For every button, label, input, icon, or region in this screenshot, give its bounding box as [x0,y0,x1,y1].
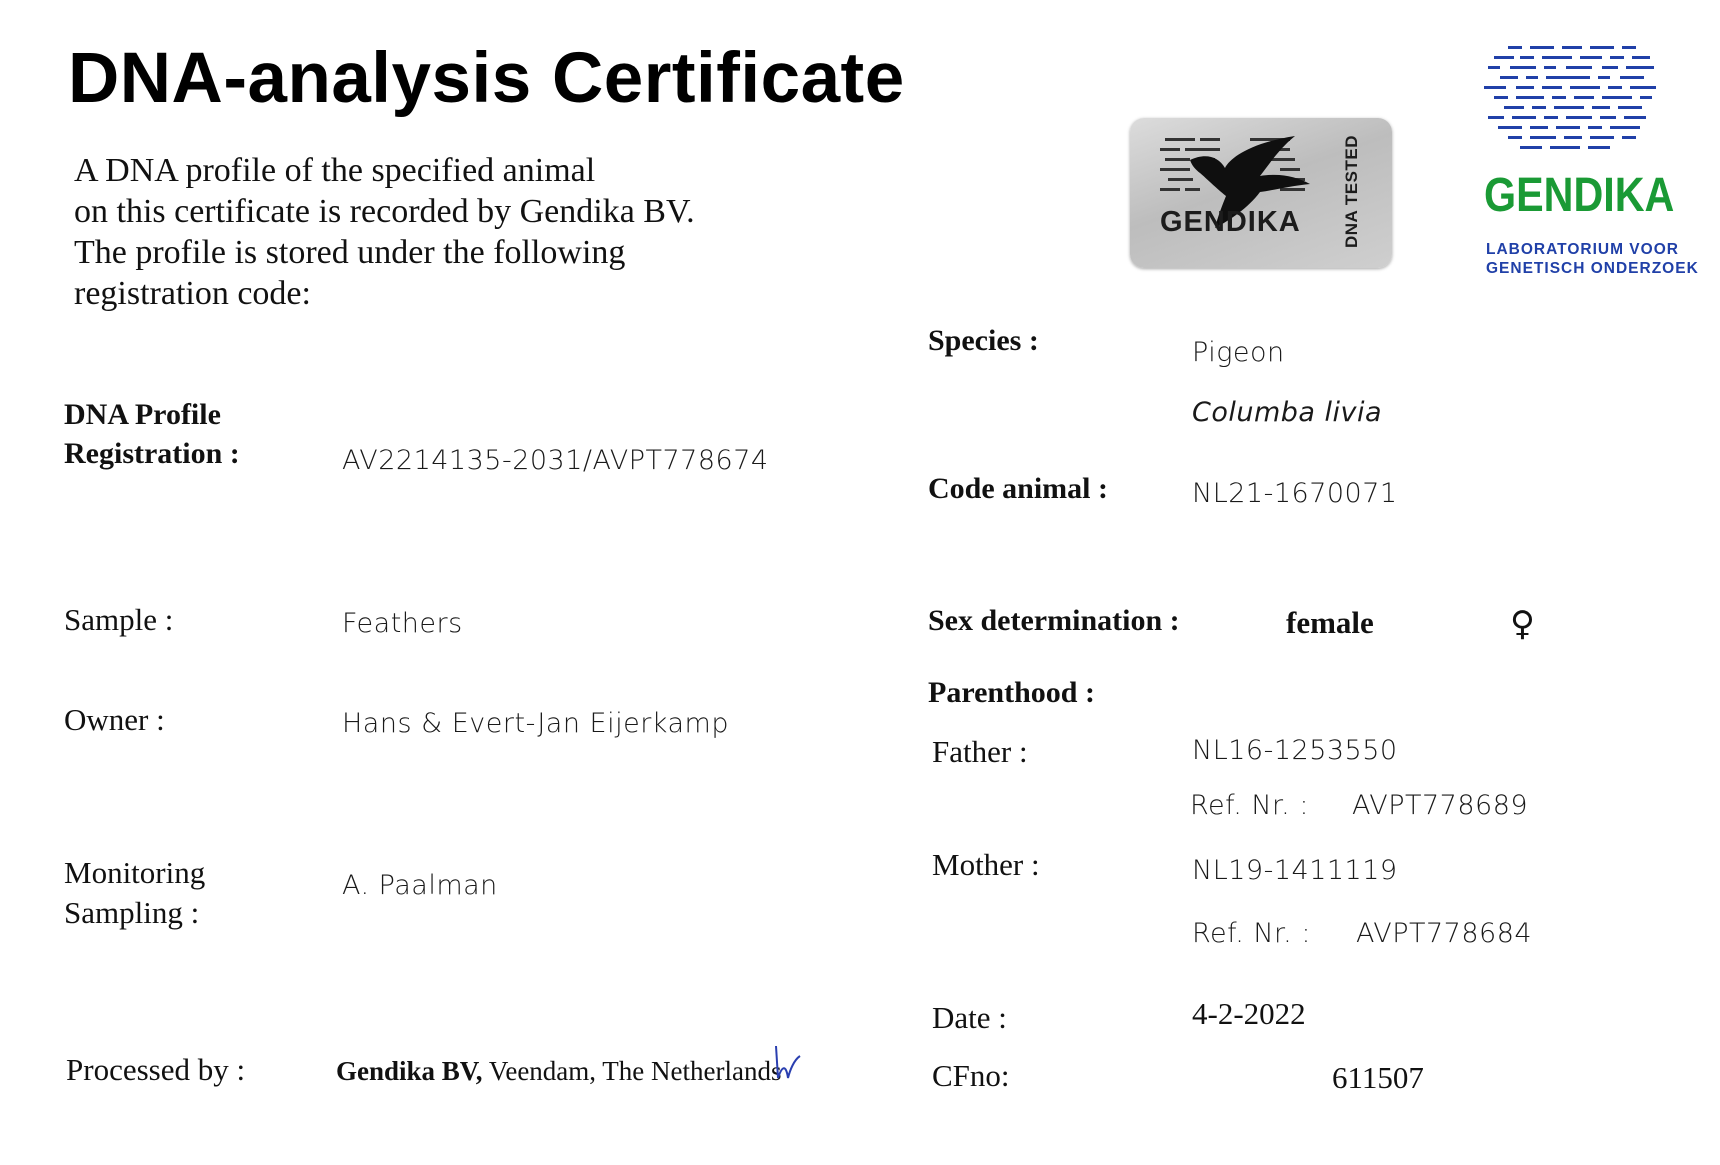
species-label: Species : [928,324,1039,357]
processed-label: Processed by : [66,1052,246,1087]
cfno-label: CFno: [932,1058,1010,1093]
intro-line: The profile is stored under the following [74,234,626,271]
cfno-value: 611507 [1332,1060,1424,1095]
intro-line: on this certificate is recorded by Gendika BV. [74,193,695,230]
mother-label: Mother : [932,847,1040,882]
dna-tested-sticker [1130,118,1392,268]
species-common-value: Pigeon [1192,337,1285,368]
owner-label: Owner : [64,702,165,737]
sample-label: Sample : [64,602,174,637]
mother-ref-value: AVPT778684 [1356,918,1533,949]
processed-location: Veendam, The Netherlands [482,1056,782,1086]
logo-name: GENDIKA [1484,169,1675,222]
dna-bars-icon [1480,42,1680,157]
monitoring-value: A. Paalman [342,870,498,901]
mother-value: NL19-1411119 [1192,855,1398,886]
father-label: Father : [932,734,1028,769]
female-symbol-icon: ♀ [1510,604,1535,644]
mother-ref-label: Ref. Nr. : [1192,918,1311,949]
gendika-logo [1480,42,1699,282]
profile-registration-value: AV2214135-2031/AVPT778674 [342,445,769,476]
monitoring-label-2: Sampling : [64,895,200,930]
intro-text [74,150,794,314]
profile-label-1: DNA Profile [64,398,221,431]
code-animal-value: NL21-1670071 [1192,478,1398,509]
monitoring-label-1: Monitoring [64,855,206,890]
father-value: NL16-1253550 [1192,735,1398,766]
father-ref-label: Ref. Nr. : [1190,790,1309,821]
processed-value [336,1056,781,1087]
date-value: 4-2-2022 [1192,996,1306,1031]
sticker-tag: DNA TESTED [1342,135,1361,248]
processed-company: Gendika BV, [336,1056,483,1086]
code-animal-label: Code animal : [928,472,1108,505]
intro-line: A DNA profile of the specified animal [74,152,596,189]
certificate-title: DNA-analysis Certificate [68,39,905,118]
sticker-brand: GENDIKA [1160,206,1301,238]
logo-subtitle-2: GENETISCH ONDERZOEK [1486,260,1699,277]
sex-value: female [1286,605,1374,640]
profile-label-2: Registration : [64,437,240,470]
parenthood-label: Parenthood : [928,676,1095,709]
species-latin-value: Columba livia [1192,397,1383,428]
owner-value: Hans & Evert-Jan Eijerkamp [342,708,729,739]
sex-determination-label: Sex determination : [928,604,1180,637]
signature-mark [772,1042,804,1086]
intro-line: registration code: [74,275,311,312]
date-label: Date : [932,1000,1007,1035]
sample-value: Feathers [342,608,463,639]
father-ref-value: AVPT778689 [1352,790,1529,821]
logo-subtitle-1: LABORATORIUM VOOR [1486,241,1679,258]
